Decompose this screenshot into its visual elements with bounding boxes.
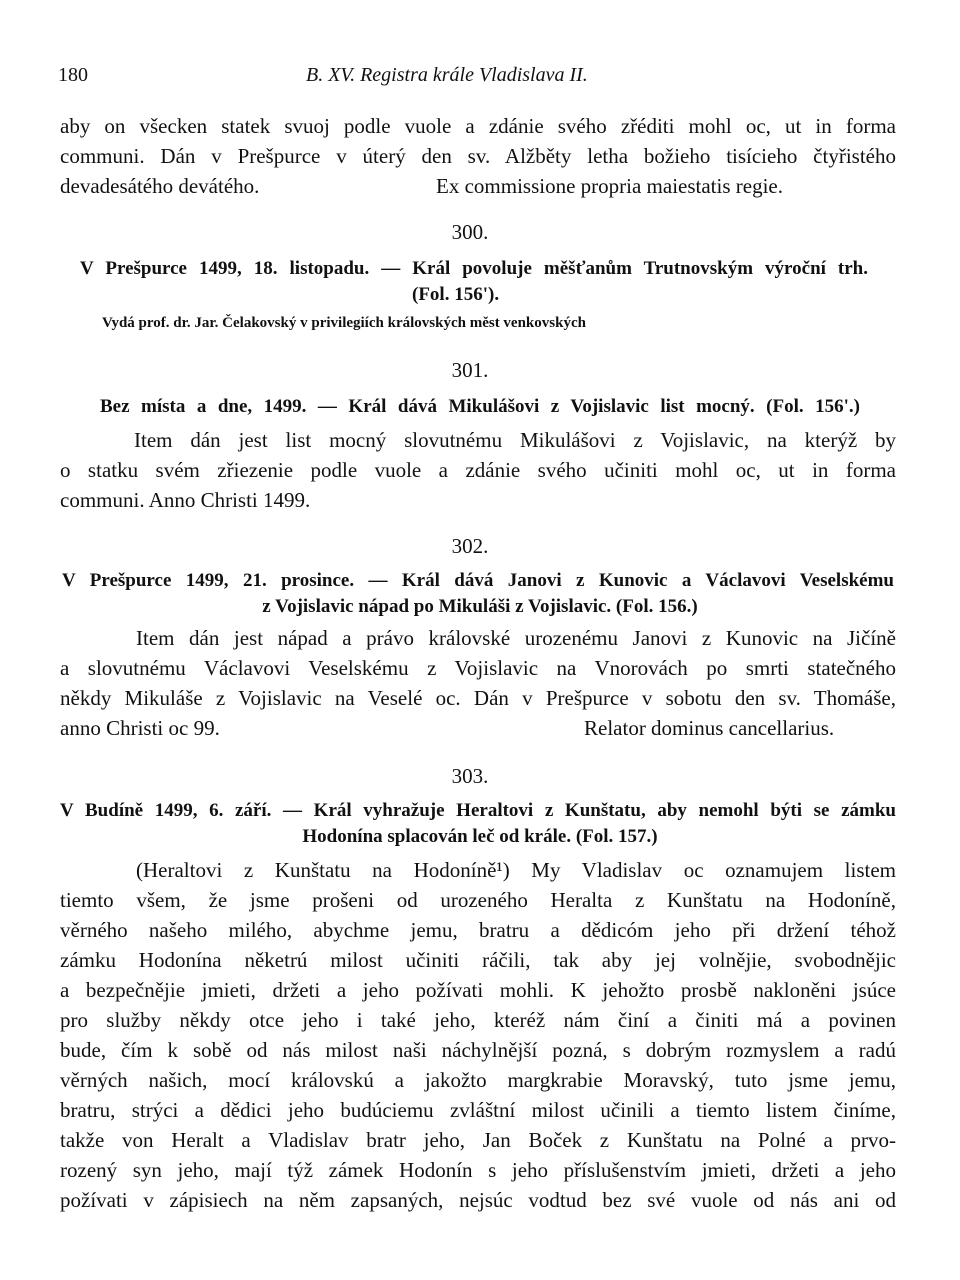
entry-302-relator: Relator dominus cancellarius.	[584, 716, 835, 740]
entry-303-text-line-6: pro služby někdy otce jeho i také jeho, kteréž nám činí a činiti má a povinen	[60, 1008, 896, 1032]
entry-301-regest: Bez místa a dne, 1499. — Král dává Mikulášovi z Vojislavic list mocný. (Fol. 156'.)	[100, 396, 860, 417]
entry-302-text-line-1: Item dán jest nápad a právo královské urozenému Janovi z Kunovic na Jičíně	[136, 626, 896, 650]
entry-303-text-line-5: a bezpečnějie jmieti, držeti a jeho požívati mohli. K jehožto prosbě nakloněni jsúce	[60, 978, 896, 1002]
entry-302-number: 302.	[451, 534, 489, 558]
entry-300-regest-line-2: (Fol. 156').	[412, 284, 500, 305]
entry-303-regest-line-2: Hodonína splacován leč od krále. (Fol. 157.)	[302, 826, 658, 847]
entry-301-text-line-2: o statku svém zřiezenie podle vuole a zdánie svého učiniti mohl oc, ut in forma	[60, 458, 896, 482]
entry-302-text-line-3: někdy Mikuláše z Vojislavic na Veselé oc. Dán v Prešpurce v sobotu den sv. Thomáše,	[60, 686, 896, 710]
intro-line-3: devadesátého devátého.	[60, 174, 260, 198]
running-title: B. XV. Registra krále Vladislava II.	[306, 64, 588, 86]
intro-line-1: aby on všecken statek svuoj podle vuole a zdánie svého zřéditi mohl oc, ut in forma	[60, 114, 896, 138]
entry-303-text-line-8: věrných našich, mocí královskú a jakožto margkrabie Moravský, tuto jsme jemu,	[60, 1068, 896, 1092]
page-number: 180	[58, 64, 88, 86]
entry-303-text-line-11: rozený syn jeho, mají týž zámek Hodonín s jeho příslušenstvím jmieti, držeti a jeho	[60, 1158, 896, 1182]
entry-302-text-line-4: anno Christi oc 99.	[60, 716, 220, 740]
entry-302-regest-line-2: z Vojislavic nápad po Mikuláši z Vojislavic. (Fol. 156.)	[262, 596, 698, 617]
entry-303-text-line-9: bratru, strýci a dědici jeho budúciemu zvláštní milost učinili a tiemto listem činíme,	[60, 1098, 896, 1122]
entry-301-number: 301.	[451, 358, 489, 382]
entry-303-text-line-4: zámku Hodonína něketrú milost učiniti ráčili, tak aby jej volnějie, svobodnějic	[60, 948, 896, 972]
entry-301-text-line-3: communi. Anno Christi 1499.	[60, 488, 311, 512]
entry-303-text-line-10: takže von Heralt a Vladislav bratr jeho, Jan Boček z Kunštatu na Polné a prvo-	[60, 1128, 896, 1152]
entry-300-edition-note: Vydá prof. dr. Jar. Čelakovský v privilegiích královských měst venkovských	[102, 315, 586, 331]
entry-303-text-line-1: (Heraltovi z Kunštatu na Hodoníně¹) My Vladislav oc oznamujem listem	[136, 858, 896, 882]
entry-303-text-line-2: tiemto všem, že jsme prošeni od urozeného Heralta z Kunštatu na Hodoníně,	[60, 888, 896, 912]
intro-commission: Ex commissione propria maiestatis regie.	[436, 174, 783, 198]
intro-line-2: communi. Dán v Prešpurce v úterý den sv. Alžběty letha božieho tisícieho čtyřistého	[60, 144, 896, 168]
entry-303-text-line-3: věrného našeho milého, abychme jemu, bratru a dědicóm jeho při držení téhož	[60, 918, 896, 942]
entry-303-number: 303.	[451, 764, 489, 788]
entry-303-regest-line-1: V Budíně 1499, 6. září. — Král vyhražuje Heraltovi z Kunštatu, aby nemohl býti se zámku	[60, 800, 896, 821]
entry-300-regest-line-1: V Prešpurce 1499, 18. listopadu. — Král povoluje měšťanům Trutnovským výroční trh.	[80, 258, 868, 279]
entry-302-text-line-2: a slovutnému Václavovi Veselskému z Vojislavic na Vnorovách po smrti statečného	[60, 656, 896, 680]
entry-301-text-line-1: Item dán jest list mocný slovutnému Mikulášovi z Vojislavic, na kterýž by	[134, 428, 896, 452]
entry-303-text-line-12: požívati v zápisiech na něm zapsaných, nejsúc vodtud bez své vuole od nás ani od	[60, 1188, 896, 1212]
entry-300-number: 300.	[451, 220, 489, 244]
entry-302-regest-line-1: V Prešpurce 1499, 21. prosince. — Král dává Janovi z Kunovic a Václavovi Veselskému	[62, 570, 894, 591]
entry-303-text-line-7: bude, čím k sobě od nás milost naši náchylnější pozná, s dobrým rozmyslem a radú	[60, 1038, 896, 1062]
